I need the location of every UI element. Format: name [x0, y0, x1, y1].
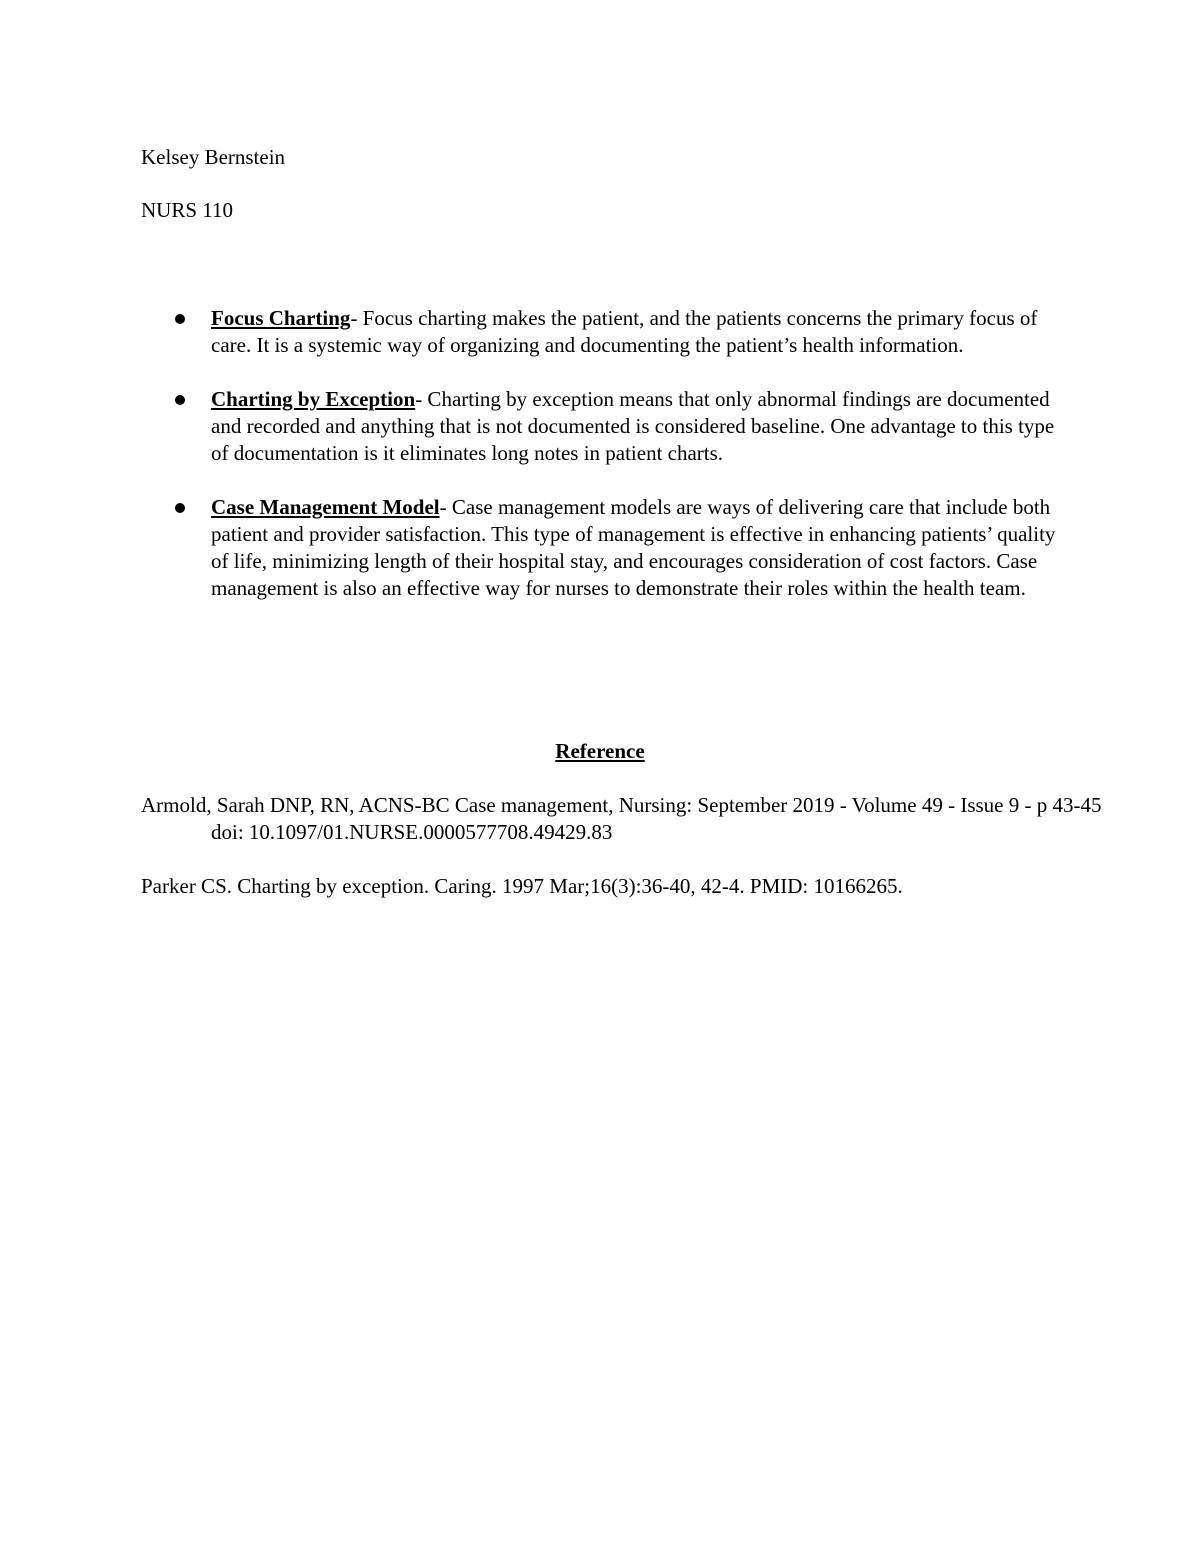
- author-name: Kelsey Bernstein: [141, 145, 286, 169]
- bullet-icon: [175, 503, 185, 513]
- course-code: NURS 110: [141, 198, 233, 222]
- definition-text: - Case management models are ways of delivering care that include both patient and provider satisfaction. This type of management is effective in enhancing patients’ quality of life, minimizing length of their hospital stay, and encourages consideration of cost factors. Case management is also an effective way for nurses to demonstrate their roles within the health team.: [211, 495, 1056, 600]
- definitions-list: [0, 305, 1200, 629]
- bullet-icon: [175, 395, 185, 405]
- bullet-icon: [175, 314, 185, 324]
- term-focus-charting: Focus Charting: [211, 306, 351, 330]
- term-charting-by-exception: Charting by Exception: [211, 387, 416, 411]
- reference-entry: Parker CS. Charting by exception. Caring. 1997 Mar;16(3):36-40, 42-4. PMID: 10166265.: [141, 874, 903, 898]
- reference-heading: Reference: [555, 739, 645, 763]
- term-case-management-model: Case Management Model: [211, 495, 440, 519]
- definition-text: - Focus charting makes the patient, and the patients concerns the primary focus of care. It is a systemic way of organizing and documenting the patient’s health information.: [211, 306, 1038, 357]
- list-item: [0, 305, 1071, 359]
- list-item: [0, 494, 1071, 602]
- definition-text: - Charting by exception means that only abnormal findings are documented and recorded and anything that is not documented is considered baseline. One advantage to this type of documentation is it eliminates long notes in patient charts.: [211, 387, 1055, 465]
- reference-entry: Armold, Sarah DNP, RN, ACNS-BC Case management, Nursing: September 2019 - Volume 49 - Issue 9 - p 43-45 doi: 10.1097/01.NURSE.0000577708.49429.83: [141, 793, 1102, 844]
- list-item: [0, 386, 1071, 467]
